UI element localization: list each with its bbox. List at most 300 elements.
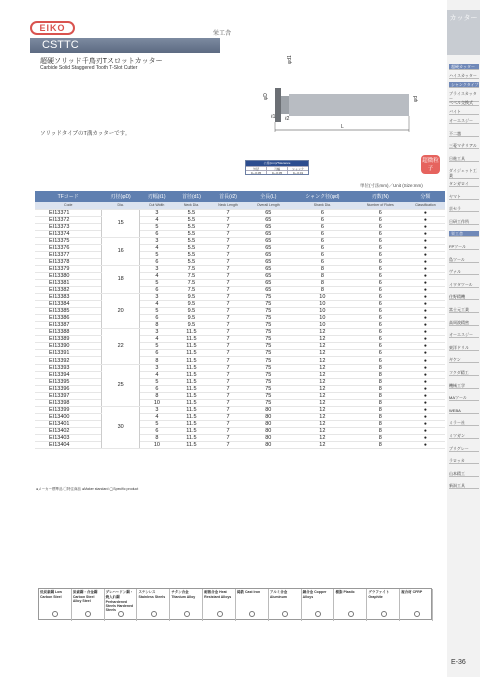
table-cell: 80 [247, 406, 290, 413]
classification-dot: ● [406, 427, 445, 434]
table-cell: 6 [355, 237, 406, 244]
sidebar-item[interactable]: シャンクタイプ [451, 82, 479, 87]
table-cell: 3 [140, 265, 174, 272]
sidebar-item[interactable]: 日研工作所 [449, 219, 479, 225]
suitability-circle [85, 611, 91, 617]
code-cell: EI13395 [35, 378, 101, 385]
table-cell: 65 [247, 216, 290, 223]
table-row [35, 364, 445, 371]
material-cell [170, 589, 203, 621]
table-cell: 75 [247, 392, 290, 399]
table-cell: 10 [140, 442, 174, 449]
table-row [35, 343, 445, 350]
material-label: 耐熱合金 Heat Resistant Alloys [204, 590, 232, 599]
table-cell: 7.5 [173, 279, 209, 286]
classification-dot: ● [406, 237, 445, 244]
table-cell: 7 [209, 336, 246, 343]
table-cell: 6 [290, 258, 355, 265]
table-cell: 65 [247, 244, 290, 251]
sidebar-item[interactable]: 不二越 [449, 131, 479, 137]
table-cell: 7 [209, 442, 246, 449]
table-cell: 6 [140, 315, 174, 322]
classification-dot: ● [406, 385, 445, 392]
maker-name: 栄工舎 [213, 31, 232, 37]
table-cell: 80 [247, 413, 290, 420]
table-cell: 5 [140, 308, 174, 315]
table-cell: 8 [140, 435, 174, 442]
classification-dot: ● [406, 329, 445, 336]
sidebar-item[interactable]: ギケン [449, 357, 479, 363]
diameter-cell: 16 [101, 237, 139, 265]
table-cell: 6 [355, 308, 406, 315]
column-subheader: Classification [406, 202, 445, 209]
table-row [35, 392, 445, 399]
table-cell: 12 [290, 343, 355, 350]
table-cell: 9.5 [173, 301, 209, 308]
sidebar-item[interactable]: FPツール [449, 244, 479, 250]
table-cell: 12 [290, 399, 355, 406]
sidebar-item[interactable]: 機械工学 [449, 383, 479, 389]
table-cell: 12 [290, 385, 355, 392]
suitability-circle [184, 611, 190, 617]
column-header: 全長(L) [247, 191, 290, 202]
table-cell: 8 [355, 413, 406, 420]
table-row [35, 209, 445, 216]
table-cell: 11.5 [173, 343, 209, 350]
classification-dot: ● [406, 272, 445, 279]
code-cell: EI13397 [35, 392, 101, 399]
diameter-cell: 20 [101, 294, 139, 329]
sidebar-item[interactable]: 住野精機 [449, 294, 479, 300]
table-cell: 75 [247, 364, 290, 371]
legend: ●メーカー標準品 ◯特注商品 ●Maker standard ◯Specific product [36, 487, 139, 491]
table-row [35, 230, 445, 237]
code-cell: EI13391 [35, 350, 101, 357]
table-cell: 80 [247, 420, 290, 427]
table-cell: 7 [209, 385, 246, 392]
table-cell: 75 [247, 371, 290, 378]
table-cell: 12 [290, 336, 355, 343]
table-cell: 7 [209, 216, 246, 223]
classification-dot: ● [406, 265, 445, 272]
column-header: 首長(ℓ2) [209, 191, 246, 202]
table-cell: 4 [140, 244, 174, 251]
table-cell: 65 [247, 209, 290, 216]
table-row [35, 279, 445, 286]
table-cell: 6 [140, 287, 174, 294]
code-cell: EI13377 [35, 251, 101, 258]
table-cell: 65 [247, 230, 290, 237]
table-row [35, 244, 445, 251]
table-cell: 7 [209, 392, 246, 399]
table-cell: 65 [247, 287, 290, 294]
table-cell: 11.5 [173, 385, 209, 392]
sidebar-item[interactable]: 超硬カッター [449, 64, 479, 70]
table-cell: 7 [209, 287, 246, 294]
table-cell: 7 [209, 364, 246, 371]
material-cell [105, 589, 138, 621]
classification-dot: ● [406, 209, 445, 216]
table-row [35, 435, 445, 442]
table-cell: 7 [209, 301, 246, 308]
table-cell: 65 [247, 279, 290, 286]
sidebar-item[interactable]: ブライスカッター [449, 91, 479, 102]
sidebar-item[interactable]: オーエスジー [449, 118, 479, 124]
sidebar-item[interactable]: バイト [449, 109, 479, 115]
sidebar-item[interactable]: MAツール [449, 395, 479, 401]
table-cell: 10 [290, 308, 355, 315]
table-cell: 7 [209, 378, 246, 385]
spec-table [35, 191, 445, 449]
sidebar-item[interactable]: 日進工具 [449, 156, 479, 162]
table-cell: 6 [290, 244, 355, 251]
table-cell: 11.5 [173, 406, 209, 413]
table-cell: 8 [355, 406, 406, 413]
suitability-circle [52, 611, 58, 617]
sidebar-item[interactable]: フクダ精工 [449, 370, 479, 376]
table-row [35, 258, 445, 265]
column-subheader: Neck Length [209, 202, 246, 209]
table-cell: 7 [209, 294, 246, 301]
table-cell: 12 [290, 420, 355, 427]
sidebar-item[interactable]: 山本精工 [449, 471, 479, 477]
table-cell: 75 [247, 294, 290, 301]
classification-dot: ● [406, 442, 445, 449]
table-cell: 7 [209, 244, 246, 251]
table-cell: 65 [247, 237, 290, 244]
table-cell: 7 [209, 279, 246, 286]
unit-note: 単位(寸法mm)／Unit (Size:mm) [360, 183, 423, 188]
table-cell: 7 [209, 223, 246, 230]
table-cell: 6 [355, 279, 406, 286]
table-cell: 9.5 [173, 308, 209, 315]
code-cell: EI13400 [35, 413, 101, 420]
table-cell: 75 [247, 301, 290, 308]
material-cell [400, 589, 433, 621]
table-cell: 4 [140, 336, 174, 343]
code-cell: EI13392 [35, 357, 101, 364]
table-cell: 11.5 [173, 413, 209, 420]
table-cell: 4 [140, 371, 174, 378]
product-title-ja: 超硬ソリッド千鳥刃Tスロットカッター [40, 58, 163, 65]
table-cell: 65 [247, 258, 290, 265]
sidebar-item[interactable]: 京セラ [449, 206, 479, 212]
sidebar-item[interactable]: イワタツール [449, 282, 479, 288]
classification-dot: ● [406, 294, 445, 301]
sidebar-item[interactable]: ラロッカ [449, 458, 479, 464]
table-cell: 6 [355, 251, 406, 258]
table-cell: 5.5 [173, 209, 209, 216]
code-cell: EI13401 [35, 420, 101, 427]
tol-col: 外径 [252, 167, 259, 171]
material-cell [302, 589, 335, 621]
tolerance-vals [246, 170, 308, 174]
table-cell: 12 [290, 378, 355, 385]
table-cell: 11.5 [173, 442, 209, 449]
sidebar-item[interactable]: 新潟工具 [449, 483, 479, 489]
material-label: 銅合金 Copper Alloys [302, 590, 327, 599]
table-row [35, 442, 445, 449]
table-cell: 5 [140, 378, 174, 385]
table-row [35, 237, 445, 244]
code-cell: EI13394 [35, 371, 101, 378]
column-header: 刃幅(ℓ1) [140, 191, 174, 202]
table-row [35, 294, 445, 301]
table-cell: 4 [140, 216, 174, 223]
diameter-cell: 18 [101, 265, 139, 293]
table-row [35, 378, 445, 385]
material-label: グラファイト Graphite [368, 590, 390, 599]
table-cell: 5 [140, 223, 174, 230]
table-cell: 12 [290, 329, 355, 336]
table-cell: 3 [140, 329, 174, 336]
classification-dot: ● [406, 413, 445, 420]
sidebar-item[interactable]: 栄工舎 [449, 231, 479, 237]
table-cell: 7 [209, 322, 246, 329]
classification-dot: ● [406, 251, 445, 258]
table-cell: 12 [290, 357, 355, 364]
tolerance-title: 公差(mm)/Tolerance [246, 161, 308, 166]
table-cell: 12 [290, 371, 355, 378]
sidebar-item[interactable]: ヤマト [449, 194, 479, 200]
table-cell: 6 [355, 272, 406, 279]
product-title-en: Carbide Solid Staggered Tooth T-Slot Cutter [40, 65, 138, 71]
table-cell: 11.5 [173, 357, 209, 364]
table-row [35, 413, 445, 420]
material-cell [335, 589, 368, 621]
sidebar-item[interactable]: WEBA [449, 408, 479, 414]
material-label: 鋳鉄 Cast Iron [237, 590, 261, 594]
table-cell: 7 [209, 251, 246, 258]
sidebar-item[interactable]: ヴァル [449, 269, 479, 275]
table-cell: 9.5 [173, 294, 209, 301]
table-cell: 6 [355, 265, 406, 272]
table-cell: 75 [247, 399, 290, 406]
table-cell: 6 [355, 230, 406, 237]
code-cell: EI13387 [35, 322, 101, 329]
classification-dot: ● [406, 392, 445, 399]
table-row [35, 350, 445, 357]
code-cell: EI13371 [35, 209, 101, 216]
tolerance-box [245, 160, 309, 175]
table-cell: 7 [209, 371, 246, 378]
column-header: 刃数(N) [355, 191, 406, 202]
table-cell: 6 [290, 237, 355, 244]
classification-dot: ● [406, 315, 445, 322]
table-cell: 11.5 [173, 336, 209, 343]
code-cell: EI13381 [35, 279, 101, 286]
table-cell: 8 [355, 420, 406, 427]
tolerance-cols [246, 166, 308, 170]
table-cell: 6 [355, 301, 406, 308]
sidebar-item[interactable]: 島ツール [449, 257, 479, 263]
table-cell: 75 [247, 308, 290, 315]
table-cell: 6 [290, 230, 355, 237]
code-cell: EI13374 [35, 230, 101, 237]
sidebar-item[interactable]: 東洋ドリル [449, 345, 479, 351]
table-row [35, 399, 445, 406]
coating-badge: 超微粒子 [421, 155, 440, 174]
classification-dot: ● [406, 322, 445, 329]
suitability-circle [315, 611, 321, 617]
classification-dot: ● [406, 301, 445, 308]
classification-dot: ● [406, 308, 445, 315]
column-subheader: Code [35, 202, 101, 209]
sidebar-item[interactable]: 高周波精密 [449, 320, 479, 326]
table-cell: 8 [290, 272, 355, 279]
suitability-circle [118, 611, 124, 617]
table-cell: 6 [355, 294, 406, 301]
table-cell: 12 [290, 350, 355, 357]
classification-dot: ● [406, 287, 445, 294]
code-cell: EI13384 [35, 301, 101, 308]
table-cell: 8 [355, 364, 406, 371]
table-cell: 75 [247, 350, 290, 357]
table-cell: 65 [247, 251, 290, 258]
label-L: L [341, 124, 344, 130]
table-cell: 8 [355, 399, 406, 406]
classification-dot: ● [406, 399, 445, 406]
table-cell: 6 [290, 251, 355, 258]
table-cell: 6 [355, 315, 406, 322]
sidebar-item[interactable]: ブリグレー [449, 446, 479, 452]
table-cell: 11.5 [173, 427, 209, 434]
material-label: チタン合金 Titanium Alloy [171, 590, 196, 599]
material-cell [269, 589, 302, 621]
suitability-circle [217, 611, 223, 617]
code-cell: EI13383 [35, 294, 101, 301]
sidebar-item[interactable]: ベベル交換式 [449, 100, 479, 106]
table-cell: 7.5 [173, 287, 209, 294]
classification-dot: ● [406, 336, 445, 343]
code-cell: EI13372 [35, 216, 101, 223]
table-cell: 6 [355, 223, 406, 230]
table-cell: 11.5 [173, 378, 209, 385]
table-cell: 12 [290, 427, 355, 434]
tool-drawing [255, 50, 425, 140]
table-cell: 75 [247, 357, 290, 364]
tol-val: 0~-0.01 [287, 171, 308, 174]
label-l1: ℓ1 [271, 114, 276, 120]
classification-dot: ● [406, 279, 445, 286]
column-header: シャンク径(φd) [290, 191, 355, 202]
sidebar-item[interactable]: 富士元工業 [449, 307, 479, 313]
column-subheader: Shank Dia. [290, 202, 355, 209]
sidebar-item[interactable]: ミツガン [449, 433, 479, 439]
table-cell: 6 [355, 287, 406, 294]
table-cell: 6 [355, 343, 406, 350]
product-title: CSTTC [30, 38, 220, 53]
code-cell: EI13388 [35, 329, 101, 336]
table-cell: 5.5 [173, 237, 209, 244]
table-cell: 5.5 [173, 251, 209, 258]
table-cell: 10 [290, 294, 355, 301]
table-cell: 7.5 [173, 265, 209, 272]
table-cell: 7 [209, 399, 246, 406]
table-row [35, 308, 445, 315]
suitability-circle [151, 611, 157, 617]
table-row [35, 322, 445, 329]
table-cell: 4 [140, 272, 174, 279]
sidebar-tab[interactable]: カッター [447, 10, 480, 55]
table-cell: 6 [290, 209, 355, 216]
table-cell: 5 [140, 343, 174, 350]
classification-dot: ● [406, 350, 445, 357]
sidebar-item[interactable]: ハイスカッター [449, 73, 479, 79]
table-cell: 8 [355, 442, 406, 449]
table-cell: 3 [140, 209, 174, 216]
sidebar-item[interactable]: タンガロイ [449, 181, 479, 187]
table-cell: 7 [209, 209, 246, 216]
table-cell: 75 [247, 336, 290, 343]
material-cell [367, 589, 400, 621]
table-cell: 4 [140, 301, 174, 308]
table-cell: 6 [140, 385, 174, 392]
suitability-circle [348, 611, 354, 617]
column-header: TFコード [35, 191, 101, 202]
table-row [35, 357, 445, 364]
table-cell: 7 [209, 265, 246, 272]
table-cell: 6 [140, 258, 174, 265]
sidebar-item[interactable]: 三菱マテリアル [449, 143, 479, 149]
table-cell: 11.5 [173, 364, 209, 371]
classification-dot: ● [406, 357, 445, 364]
label-l2: ℓ2 [285, 116, 290, 122]
materials-table [38, 588, 432, 620]
table-cell: 6 [355, 357, 406, 364]
eiko-logo: EIKO [30, 21, 75, 35]
sidebar-item[interactable]: ダイジェット工業 [449, 168, 479, 179]
table-cell: 7 [209, 315, 246, 322]
code-cell: EI13386 [35, 315, 101, 322]
diameter-cell: 15 [101, 209, 139, 237]
tol-col: 刃幅 [266, 167, 287, 170]
tol-val: 0~-0.05 [266, 171, 287, 174]
table-cell: 5.5 [173, 258, 209, 265]
classification-dot: ● [406, 371, 445, 378]
classification-dot: ● [406, 378, 445, 385]
product-description: ソリッドタイプのT溝カッターです。 [40, 131, 131, 137]
column-subheader: Number of Flutes [355, 202, 406, 209]
table-row [35, 223, 445, 230]
sidebar-item[interactable]: ミラー社 [449, 420, 479, 426]
table-cell: 11.5 [173, 371, 209, 378]
table-cell: 80 [247, 427, 290, 434]
material-cell [39, 589, 72, 621]
table-cell: 8 [290, 287, 355, 294]
page-number: E-36 [451, 659, 466, 666]
code-cell: EI13404 [35, 442, 101, 449]
column-header: 刃径(φD) [101, 191, 139, 202]
table-cell: 7 [209, 435, 246, 442]
code-cell: EI13376 [35, 244, 101, 251]
material-cell [236, 589, 269, 621]
classification-dot: ● [406, 364, 445, 371]
table-cell: 10 [140, 399, 174, 406]
table-cell: 7 [209, 357, 246, 364]
sidebar-item[interactable]: オーエスジー [449, 332, 479, 338]
table-cell: 6 [355, 322, 406, 329]
table-cell: 8 [355, 427, 406, 434]
table-cell: 8 [355, 371, 406, 378]
table-cell: 6 [355, 244, 406, 251]
table-cell: 75 [247, 329, 290, 336]
table-cell: 12 [290, 442, 355, 449]
table-cell: 8 [140, 357, 174, 364]
table-cell: 3 [140, 364, 174, 371]
classification-dot: ● [406, 223, 445, 230]
table-cell: 9.5 [173, 322, 209, 329]
